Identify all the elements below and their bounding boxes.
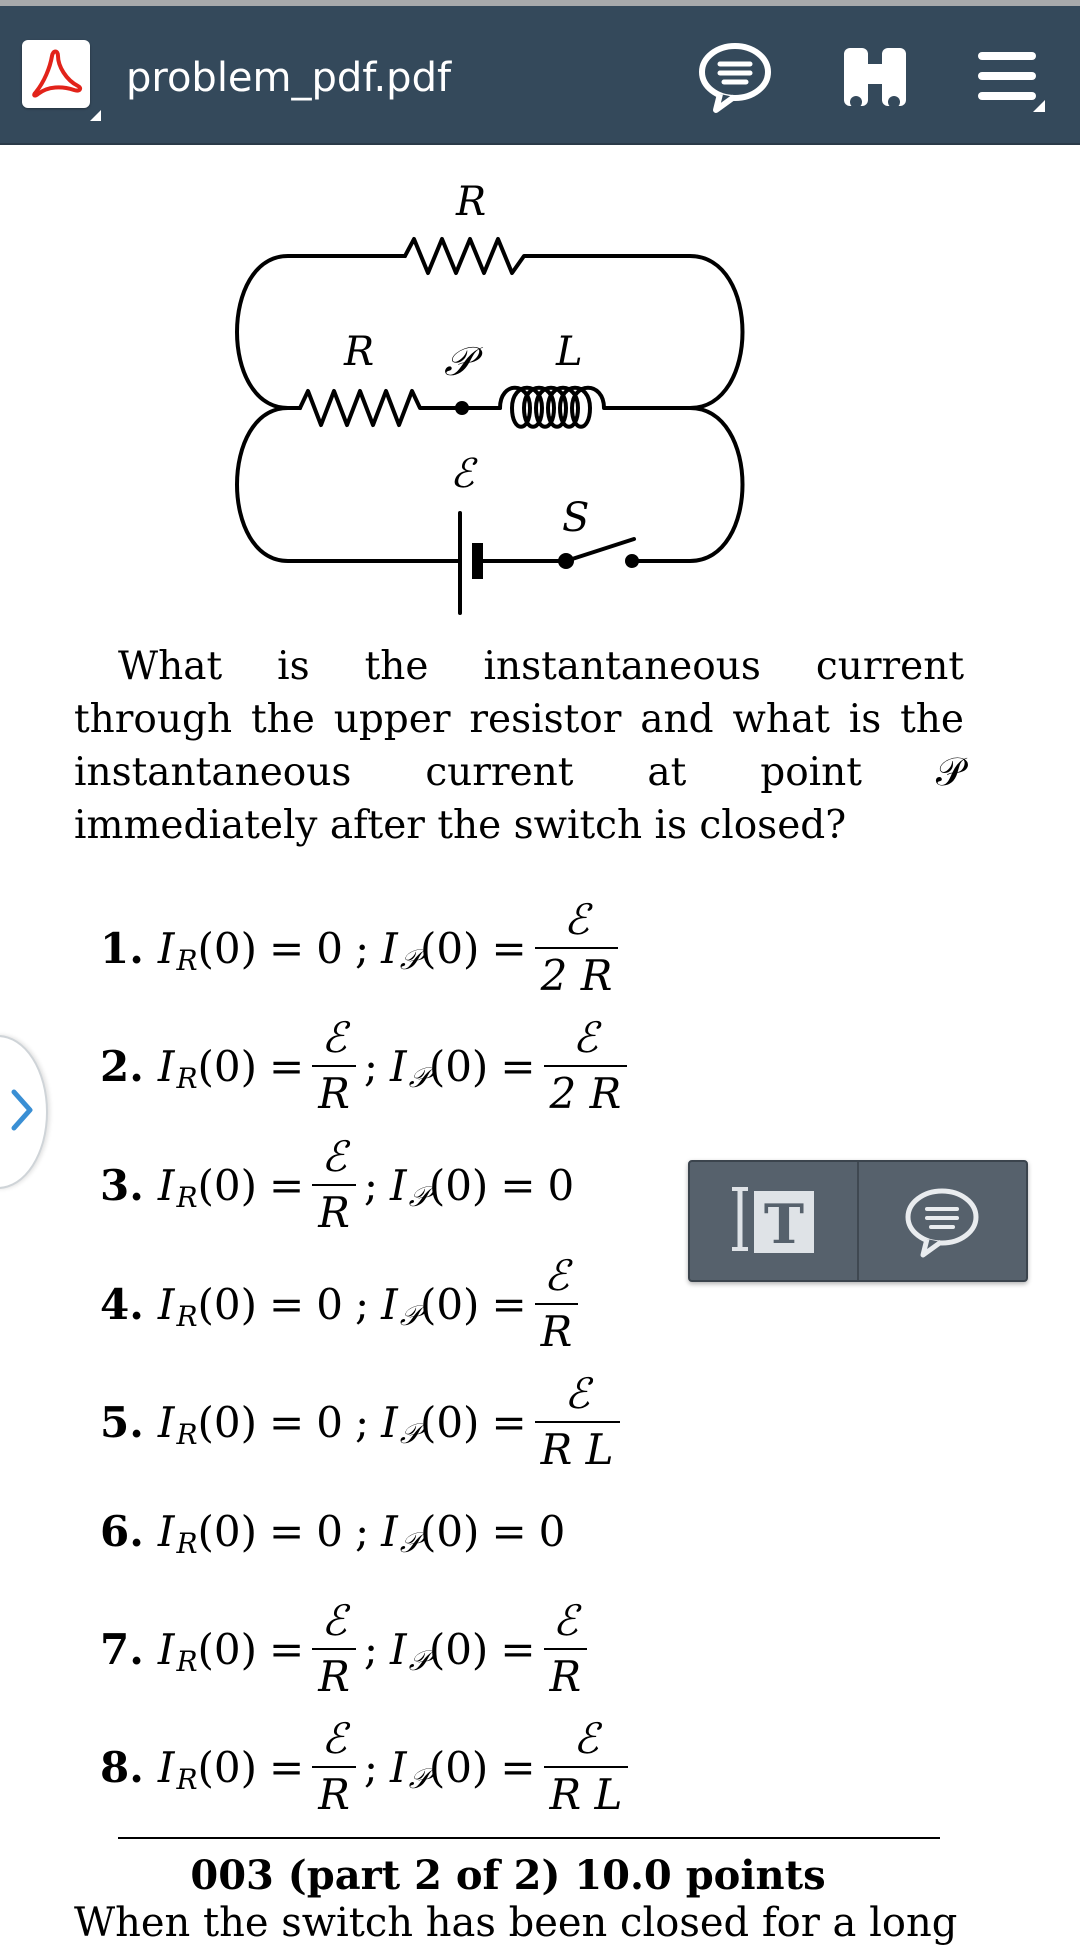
choice-1[interactable]: 1. I R (0) = 0 ; I 𝒫 (0) = $\frac{\text{ℰ}}{2 R}$ xyxy=(100,893,626,1003)
question-text: What is the instantaneous current through the upper resistor and what is the instantaneous current at point 𝒫 immediately after the switch is closed? xyxy=(74,644,964,848)
next-section-heading: 003 (part 2 of 2) 10.0 points xyxy=(190,1852,826,1899)
label-s: S xyxy=(562,495,590,541)
switch-contact xyxy=(625,554,639,568)
bottom-left-wire xyxy=(237,408,460,561)
acrobat-logo-icon[interactable] xyxy=(22,40,90,108)
point-p-dot xyxy=(455,401,469,415)
logo-dropdown-indicator xyxy=(90,110,101,121)
comment-icon xyxy=(899,1181,985,1261)
section-divider xyxy=(118,1837,940,1839)
chevron-right-icon[interactable] xyxy=(10,1088,34,1132)
svg-text:T: T xyxy=(763,1192,804,1256)
binoculars-icon[interactable] xyxy=(830,32,920,122)
circuit-diagram xyxy=(0,143,1080,623)
bottom-right-wire xyxy=(632,408,743,561)
text-select-icon xyxy=(726,1181,822,1261)
battery-short-plate xyxy=(472,543,483,579)
comment-icon[interactable] xyxy=(690,32,780,122)
choice-5[interactable]: 5. I R (0) = 0 ; I 𝒫 (0) = $\frac{\text{ℰ}}{\text{R L}}$ xyxy=(100,1367,628,1477)
inductor-coil xyxy=(500,388,634,427)
choice-7[interactable]: 7. I R (0) = $\frac{\text{ℰ}}{R}$ ; I 𝒫 (0) = $\frac{\text{ℰ}}{R}$ xyxy=(100,1594,595,1704)
text-select-button[interactable] xyxy=(690,1162,857,1280)
add-comment-button[interactable] xyxy=(859,1162,1026,1280)
choice-2[interactable]: 2. I R (0) = $\frac{\text{ℰ}}{R}$ ; I 𝒫 (0) = $\frac{\text{ℰ}}{2 R}$ xyxy=(100,1011,635,1121)
switch-pivot xyxy=(558,553,574,569)
label-emf: ℰ xyxy=(450,451,475,497)
choice-8[interactable]: 8. I R (0) = $\frac{\text{ℰ}}{R}$ ; I 𝒫 (0) = $\frac{\text{ℰ}}{\text{R L}}$ xyxy=(100,1712,636,1822)
top-wire xyxy=(237,256,405,408)
menu-dropdown-indicator xyxy=(1033,100,1045,112)
label-point-p: 𝒫 xyxy=(444,339,473,385)
top-resistor xyxy=(405,239,533,273)
label-l: L xyxy=(556,329,583,375)
label-top-r: R xyxy=(456,179,487,225)
choice-6[interactable]: 6. I R (0) = 0 ; I 𝒫 (0) = 0 xyxy=(100,1506,566,1560)
switch-arm xyxy=(566,539,634,561)
choice-3[interactable]: 3. I R (0) = $\frac{\text{ℰ}}{R}$ ; I 𝒫 (0) = 0 xyxy=(100,1132,575,1237)
document-title: problem_pdf.pdf xyxy=(126,55,452,101)
mid-resistor xyxy=(300,391,500,425)
choice-4[interactable]: 4. I R (0) = 0 ; I 𝒫 (0) = $\frac{\text{ℰ}}{R}$ xyxy=(100,1249,586,1359)
next-section-text: When the switch has been closed for a long xyxy=(74,1900,958,1946)
annotation-popup xyxy=(688,1160,1028,1282)
app-toolbar xyxy=(0,6,1080,145)
label-mid-r: R xyxy=(344,329,375,375)
